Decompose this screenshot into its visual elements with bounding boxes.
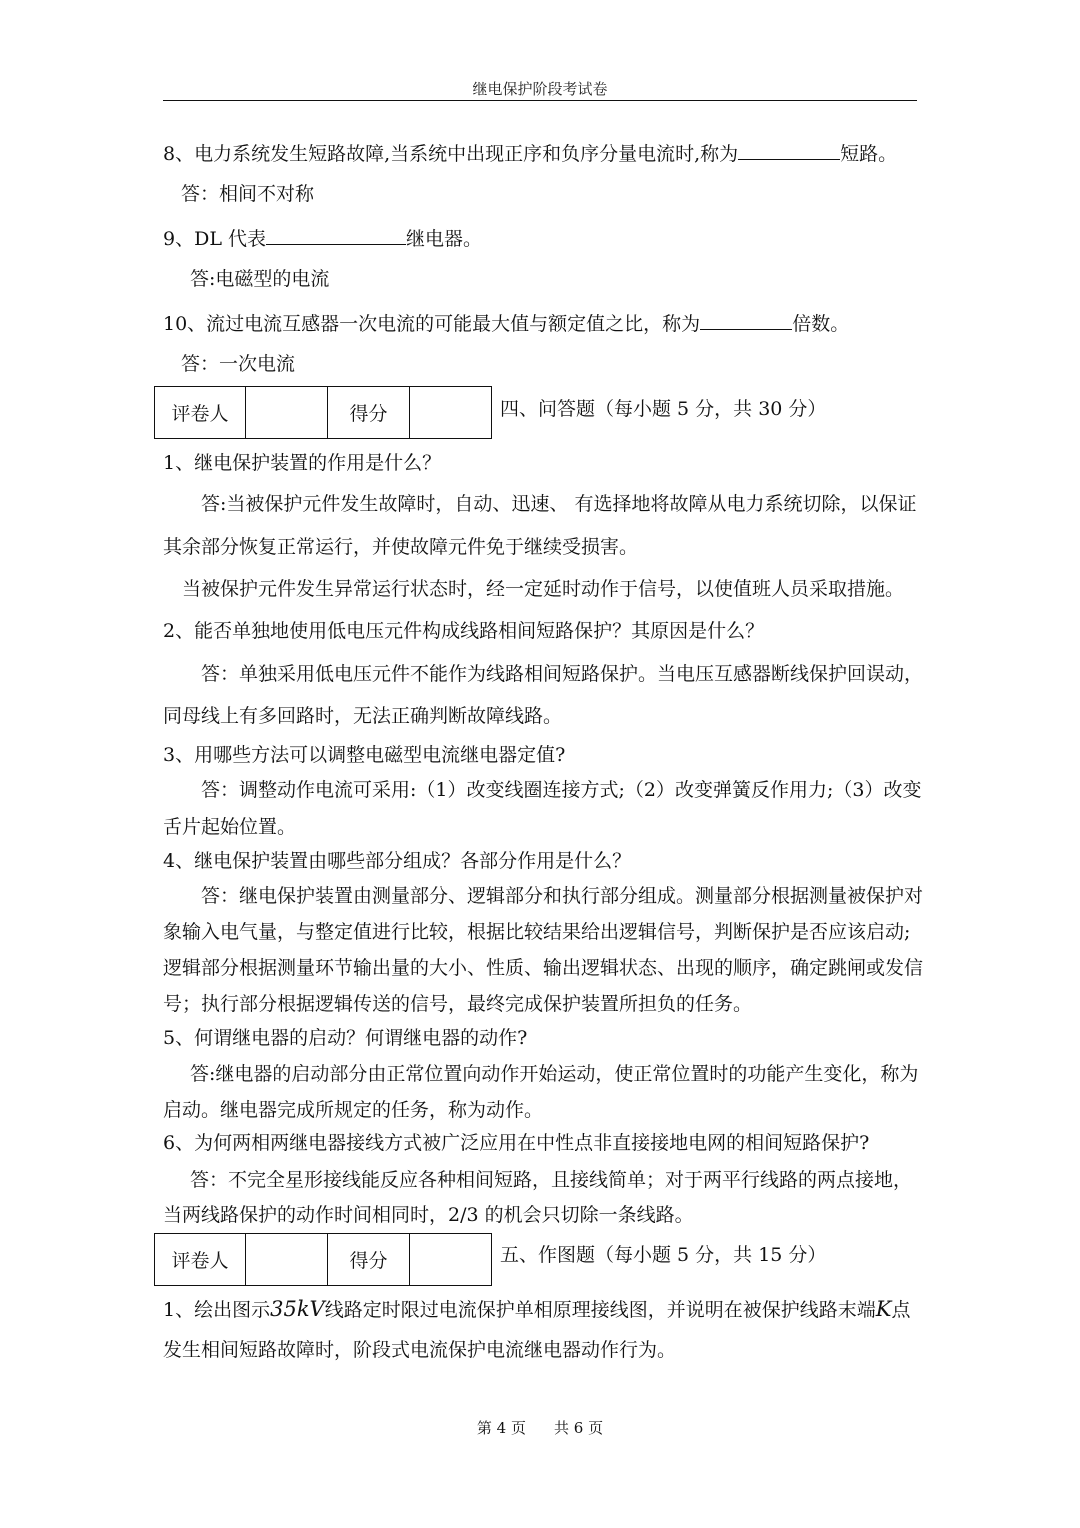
- section4-line: 6、为何两相两继电器接线方式被广泛应用在中性点非直接接地电网的相间短路保护?: [163, 1132, 870, 1154]
- math-point-k: K: [875, 1297, 892, 1321]
- section4-line: 5、何谓继电器的启动？何谓继电器的动作?: [163, 1027, 528, 1049]
- section5-question-1-line2: 发生相间短路故障时，阶段式电流保护电流继电器动作行为。: [163, 1339, 677, 1361]
- total-pages: 共 6 页: [554, 1419, 604, 1437]
- score-label: 得分: [328, 1234, 410, 1286]
- score-table-section4: [154, 386, 492, 439]
- answer-8: 答：相间不对称: [181, 183, 315, 205]
- grader-cell: [246, 387, 328, 439]
- section4-line: 3、用哪些方法可以调整电磁型电流继电器定值?: [163, 744, 566, 766]
- answer-blank: [266, 226, 406, 245]
- answer-blank: [700, 311, 792, 330]
- section4-line: 答：调整动作电流可采用:（1）改变线圈连接方式;（2）改变弹簧反作用力;（3）改变: [201, 779, 922, 801]
- question-10: [163, 311, 849, 336]
- section4-line: 启动。继电器完成所规定的任务，称为动作。: [163, 1099, 544, 1121]
- page-header-title: 继电保护阶段考试卷: [472, 80, 608, 98]
- section4-line: 当两线路保护的动作时间相同时，2/3 的机会只切除一条线路。: [163, 1204, 694, 1226]
- question-9: [163, 226, 482, 251]
- answer-blank: [738, 141, 840, 160]
- header-rule: [163, 100, 917, 101]
- question-text: 1、绘出图示: [163, 1299, 271, 1321]
- section4-title: 四、问答题（每小题 5 分，共 30 分）: [500, 398, 827, 420]
- section4-line: 答：单独采用低电压元件不能作为线路相间短路保护。当电压互感器断线保护回误动，: [201, 663, 924, 685]
- section4-line: 1、继电保护装置的作用是什么？: [163, 452, 442, 474]
- page-number: 第 4 页: [476, 1419, 526, 1437]
- page-footer: [0, 1417, 1080, 1438]
- section5-question-1: [163, 1297, 910, 1322]
- section4-line: 同母线上有多回路时，无法正确判断故障线路。: [163, 705, 563, 727]
- grader-cell: [246, 1234, 328, 1286]
- section4-line: 当被保护元件发生异常运行状态时，经一定延时动作于信号，以使值班人员采取措施。: [182, 578, 905, 600]
- question-8: [163, 141, 897, 166]
- answer-10: 答：一次电流: [181, 353, 296, 375]
- score-cell: [410, 387, 492, 439]
- section4-line: 号；执行部分根据逻辑传送的信号，最终完成保护装置所担负的任务。: [163, 993, 753, 1015]
- section4-line: 舌片起始位置。: [163, 816, 297, 838]
- score-cell: [410, 1234, 492, 1286]
- section4-line: 逻辑部分根据测量环节输出量的大小、性质、输出逻辑状态、出现的顺序，确定跳闸或发信: [163, 957, 924, 979]
- section4-line: 其余部分恢复正常运行，并使故障元件免于继续受损害。: [163, 536, 639, 558]
- question-text: 线路定时限过电流保护单相原理接线图，并说明在被保护线路末端: [324, 1299, 876, 1321]
- grader-label: 评卷人: [155, 387, 246, 439]
- score-label: 得分: [328, 387, 410, 439]
- math-voltage: 35kV: [270, 1297, 325, 1321]
- question-text: 点: [891, 1299, 911, 1321]
- question-text: 短路。: [840, 143, 898, 165]
- question-text: 8、电力系统发生短路故障,当系统中出现正序和负序分量电流时,称为: [163, 143, 739, 165]
- section4-line: 答：不完全星形接线能反应各种相间短路，且接线简单；对于两平行线路的两点接地，: [190, 1169, 913, 1191]
- question-text: 继电器。: [405, 228, 482, 250]
- section4-line: 答：继电保护装置由测量部分、逻辑部分和执行部分组成。测量部分根据测量被保护对: [201, 885, 924, 907]
- question-text: 倍数。: [792, 313, 850, 335]
- question-text: 9、DL 代表: [163, 228, 266, 250]
- section4-line: 4、继电保护装置由哪些部分组成？各部分作用是什么？: [163, 850, 632, 872]
- grader-label: 评卷人: [155, 1234, 246, 1286]
- section4-line: 2、能否单独地使用低电压元件构成线路相间短路保护？其原因是什么？: [163, 620, 765, 642]
- section4-line: 象输入电气量，与整定值进行比较，根据比较结果给出逻辑信号，判断保护是否应该启动;: [163, 921, 911, 943]
- answer-9: 答:电磁型的电流: [190, 268, 330, 290]
- section4-line: 答:当被保护元件发生故障时，自动、迅速、 有选择地将故障从电力系统切除，以保证: [201, 493, 917, 515]
- question-text: 10、流过电流互感器一次电流的可能最大值与额定值之比，称为: [163, 313, 701, 335]
- section4-line: 答:继电器的启动部分由正常位置向动作开始运动，使正常位置时的功能产生变化，称为: [190, 1063, 919, 1085]
- score-table-section5: [154, 1233, 492, 1286]
- section5-title: 五、作图题（每小题 5 分，共 15 分）: [500, 1244, 827, 1266]
